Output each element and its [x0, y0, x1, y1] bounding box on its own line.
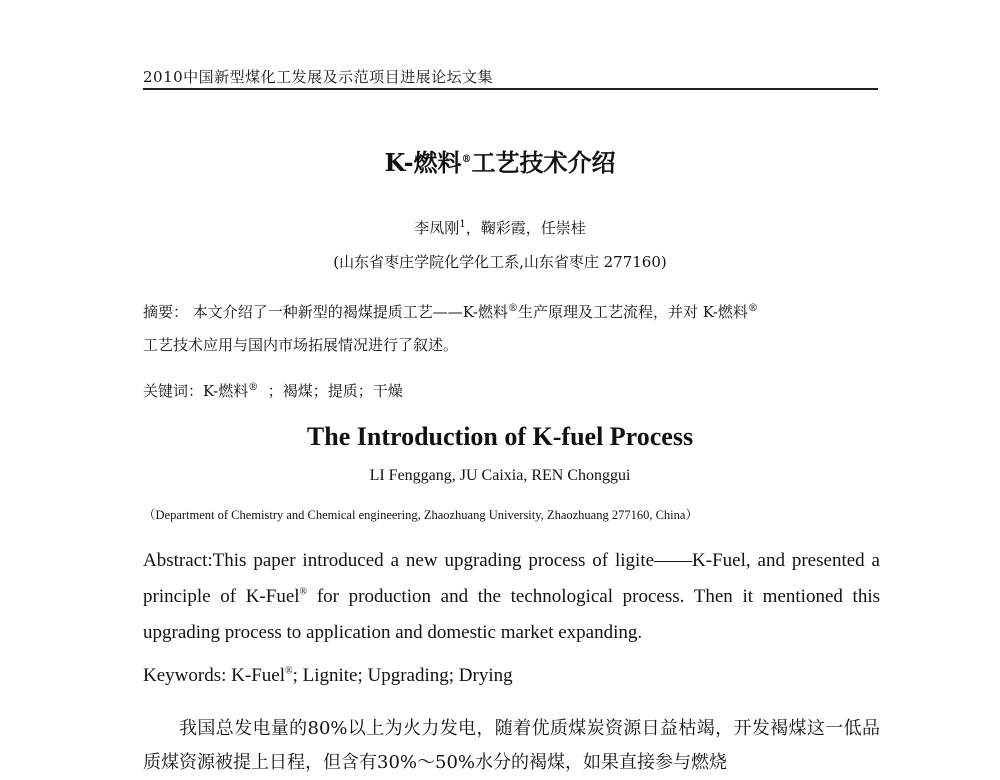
- keywords-cn-reg: ®: [248, 382, 259, 393]
- title-cn-reg-mark: ®: [461, 154, 472, 165]
- abstract-cn-part3: 工艺技术应用与国内市场拓展情况进行了叙述。: [143, 336, 459, 354]
- abstract-cn-label: 摘要：: [143, 303, 189, 321]
- title-cn: [0, 143, 1000, 178]
- header-rule: [143, 88, 878, 90]
- abstract-en-part2: for production and the technological process. Then it mentioned this upgrading process to application and domestic market expanding.: [143, 586, 881, 643]
- keywords-cn-label: 关键词：: [143, 382, 204, 400]
- body-paragraph: 我国总发电量的80%以上为火力发电，随着优质煤炭资源日益枯竭，开发褐煤这一低品质煤资源被提上日程，但含有30%～50%水分的褐煤，如果直接参与燃烧: [143, 718, 880, 773]
- title-cn-rest: 工艺技术介绍: [471, 148, 616, 177]
- authors-cn: [0, 217, 1000, 238]
- author-first: 李凤刚: [414, 219, 460, 237]
- title-en: The Introduction of K-fuel Process: [306, 422, 694, 451]
- abstract-en-reg: ®: [299, 586, 308, 598]
- title-cn-main: K-燃料: [384, 148, 462, 177]
- author-first-sup: 1: [459, 219, 466, 230]
- abstract-cn-reg1: ®: [507, 303, 518, 314]
- authors-rest: ，鞠彩霞，任崇桂: [465, 219, 586, 237]
- authors-en: LI Fenggang, JU Caixia, REN Chonggui: [369, 467, 631, 484]
- abstract-cn-part1: 本文介绍了一种新型的褐煤提质工艺——K-燃料: [192, 303, 508, 321]
- keywords-en-k1: K-Fuel: [231, 665, 285, 686]
- keywords-en-rest: ; Lignite; Upgrading; Drying: [292, 665, 513, 686]
- keywords-cn: [143, 380, 880, 401]
- affiliation-cn: (山东省枣庄学院化学化工系,山东省枣庄 277160): [333, 253, 667, 271]
- abstract-cn: [143, 296, 880, 362]
- keywords-en-reg: ®: [284, 665, 293, 677]
- abstract-cn-reg2: ®: [747, 303, 758, 314]
- affiliation-en: （Department of Chemistry and Chemical engineering, Zhaozhuang University, Zhaozhuang 277160, China）: [143, 508, 698, 522]
- abstract-cn-part2: 生产原理及工艺流程，并对 K-燃料: [517, 303, 748, 321]
- keywords-cn-k1: K-燃料: [203, 382, 249, 400]
- keywords-en-label: Keywords:: [143, 665, 232, 686]
- abstract-en-part1: Abstract:This paper introduced a new upgrading process of ligite——K-Fuel, and presented a principle of K-Fuel: [143, 550, 880, 607]
- keywords-en: [143, 665, 880, 687]
- abstract-en: [143, 543, 880, 651]
- running-header: 2010中国新型煤化工发展及示范项目进展论坛文集: [143, 68, 494, 86]
- keywords-cn-rest: ；褐煤；提质；干燥: [267, 382, 403, 400]
